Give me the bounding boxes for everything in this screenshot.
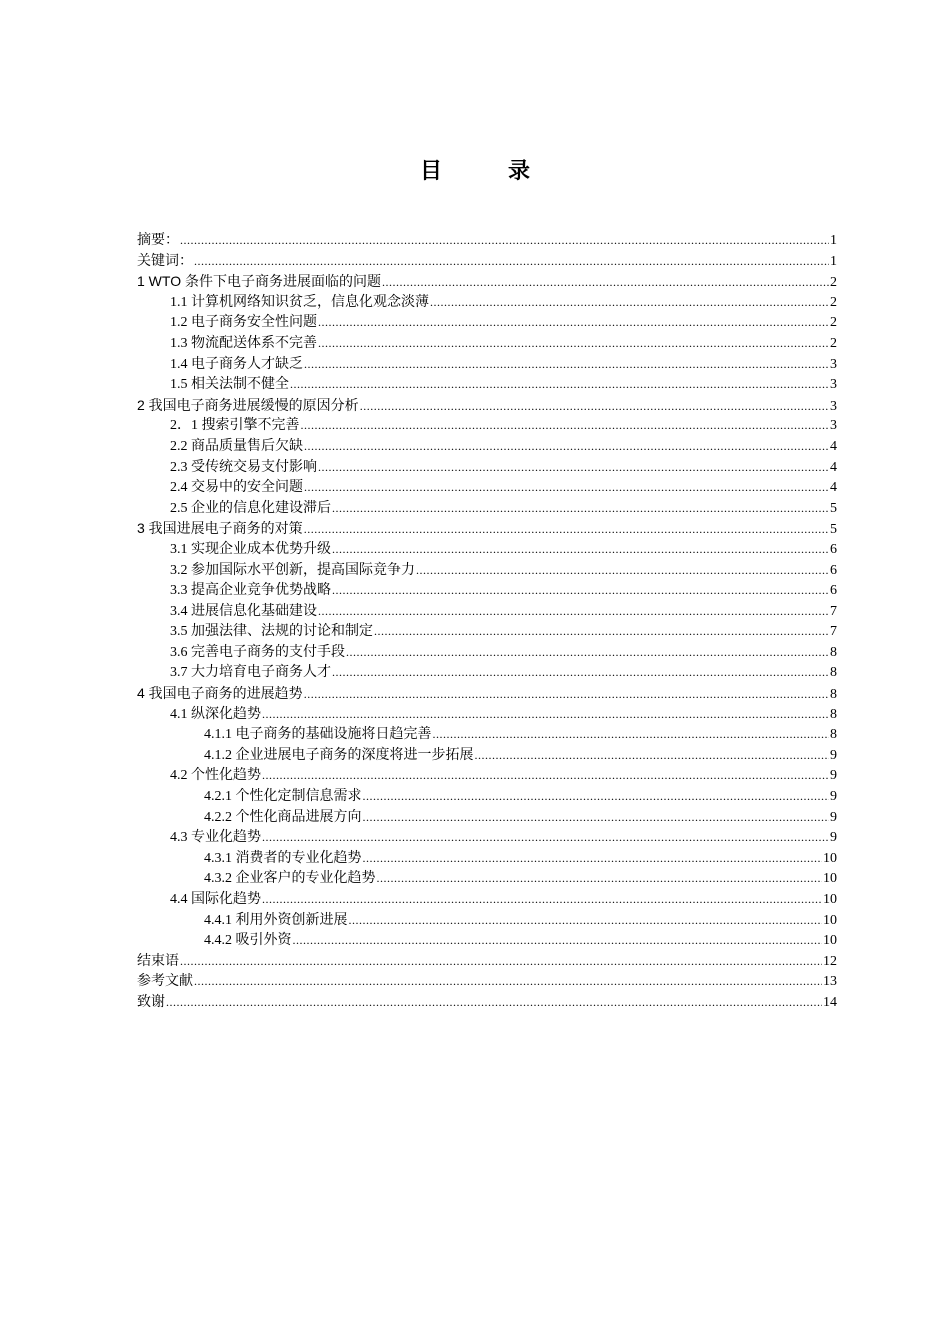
toc-entry-label: 4.1.1 电子商务的基础设施将日趋完善: [204, 727, 432, 743]
toc-entry[interactable]: [137, 436, 837, 457]
toc-entry[interactable]: [137, 230, 837, 251]
toc-entry[interactable]: [137, 683, 837, 704]
toc-dot-leader: [318, 457, 829, 478]
toc-dot-leader: [430, 292, 829, 313]
toc-entry-page-number: 2: [830, 275, 837, 291]
toc-dot-leader: [293, 930, 823, 951]
toc-entry-label: 4.4.1 利用外资创新进展: [204, 912, 348, 928]
toc-entry[interactable]: [137, 498, 837, 519]
toc-entry-page-number: 8: [830, 644, 837, 660]
toc-entry[interactable]: [137, 621, 837, 642]
toc-dot-leader: [433, 724, 830, 745]
toc-entry-label: 2.2 商品质量售后欠缺: [170, 438, 303, 454]
toc-entry[interactable]: [137, 560, 837, 581]
toc-dot-leader: [304, 436, 829, 457]
toc-entry-page-number: 2: [830, 294, 837, 310]
toc-entry-label: 4.2 个性化趋势: [170, 768, 261, 784]
toc-entry[interactable]: [137, 292, 837, 313]
toc-entry-label: 1.2 电子商务安全性问题: [170, 315, 317, 331]
toc-dot-leader: [194, 251, 829, 272]
toc-dot-leader: [332, 580, 829, 601]
toc-dot-leader: [475, 745, 830, 766]
toc-entry-label: 4.3.1 消费者的专业化趋势: [204, 850, 362, 866]
toc-entry[interactable]: [137, 374, 837, 395]
toc-entry[interactable]: [137, 354, 837, 375]
toc-dot-leader: [382, 272, 829, 292]
toc-dot-leader: [301, 415, 830, 436]
toc-entry-label: 3.7 大力培育电子商务人才: [170, 665, 331, 681]
toc-dot-leader: [262, 827, 829, 848]
toc-entry-label: 4.1.2 企业进展电子商务的深度将进一步拓展: [204, 747, 474, 763]
toc-dot-leader: [304, 684, 829, 704]
toc-entry[interactable]: [137, 457, 837, 478]
toc-dot-leader: [318, 333, 829, 354]
toc-entry-label: 4.2.1 个性化定制信息需求: [204, 789, 362, 805]
toc-dot-leader: [318, 312, 829, 333]
toc-entry-label: 致谢: [137, 994, 165, 1010]
toc-entry[interactable]: [137, 518, 837, 539]
toc-entry-page-number: 10: [823, 933, 837, 949]
toc-entry-page-number: 8: [830, 727, 837, 743]
toc-dot-leader: [363, 786, 830, 807]
toc-entry-label: 4.3.2 企业客户的专业化趋势: [204, 871, 376, 887]
toc-entry[interactable]: [137, 601, 837, 622]
toc-dot-leader: [374, 621, 829, 642]
toc-entry-page-number: 9: [830, 789, 837, 805]
toc-entry-label: 1.3 物流配送体系不完善: [170, 335, 317, 351]
toc-dot-leader: [180, 951, 822, 972]
toc-entry-label: 关键词：: [137, 253, 193, 269]
toc-dot-leader: [194, 971, 822, 992]
toc-entry-page-number: 10: [823, 892, 837, 907]
toc-dot-leader: [363, 807, 830, 828]
toc-entry-label: 3 我国进展电子商务的对策: [137, 520, 303, 537]
toc-dot-leader: [304, 354, 829, 375]
toc-entry[interactable]: [137, 765, 837, 786]
toc-entry-page-number: 3: [830, 398, 837, 414]
table-of-contents: [137, 230, 837, 1013]
toc-entry-label: 4 我国电子商务的进展趋势: [137, 685, 303, 702]
toc-entry-page-number: 6: [830, 583, 837, 599]
toc-entry[interactable]: [137, 539, 837, 560]
toc-entry[interactable]: [137, 807, 837, 828]
toc-entry-page-number: 6: [830, 562, 837, 578]
toc-entry-page-number: 4: [830, 438, 837, 454]
toc-entry-page-number: 5: [830, 500, 837, 516]
toc-entry[interactable]: [137, 477, 837, 498]
toc-entry-label: 4.4.2 吸引外资: [204, 933, 292, 949]
toc-entry-page-number: 5: [830, 522, 837, 538]
toc-entry-page-number: 9: [830, 747, 837, 763]
toc-entry-label: 3.5 加强法律、法规的讨论和制定: [170, 624, 373, 640]
toc-entry-page-number: 8: [830, 706, 837, 722]
toc-entry-label: 2.5 企业的信息化建设滞后: [170, 500, 331, 516]
toc-entry[interactable]: [137, 312, 837, 333]
toc-dot-leader: [262, 765, 829, 786]
toc-entry[interactable]: [137, 704, 837, 725]
toc-entry-page-number: 8: [830, 665, 837, 681]
toc-dot-leader: [332, 498, 829, 519]
toc-entry-page-number: 10: [823, 912, 837, 928]
toc-entry-page-number: 12: [823, 953, 837, 969]
toc-dot-leader: [416, 560, 829, 581]
toc-entry-label: 3.1 实现企业成本优势升级: [170, 541, 331, 557]
toc-entry[interactable]: [137, 848, 837, 869]
toc-entry-label: 2.4 交易中的安全问题: [170, 480, 303, 496]
toc-entry-page-number: 9: [830, 809, 837, 825]
toc-dot-leader: [346, 642, 829, 663]
toc-entry-page-number: 2: [830, 315, 837, 331]
toc-dot-leader: [304, 519, 829, 539]
toc-entry-page-number: 8: [830, 687, 837, 703]
toc-entry-page-number: 7: [830, 603, 837, 619]
toc-entry-label: 3.2 参加国际水平创新，提高国际竞争力: [170, 562, 415, 578]
toc-entry-label: 3.6 完善电子商务的支付手段: [170, 644, 345, 660]
toc-dot-leader: [377, 868, 823, 889]
toc-dot-leader: [262, 889, 822, 910]
toc-entry[interactable]: [137, 745, 837, 766]
toc-dot-leader: [304, 477, 829, 498]
toc-entry-label: 1.5 相关法制不健全: [170, 377, 289, 393]
toc-entry-label: 2 我国电子商务进展缓慢的原因分析: [137, 396, 359, 413]
toc-entry[interactable]: [137, 642, 837, 663]
toc-entry-label: 4.4 国际化趋势: [170, 892, 261, 907]
toc-entry-page-number: 4: [830, 480, 837, 496]
toc-entry-page-number: 1: [830, 253, 837, 269]
toc-entry[interactable]: [137, 395, 837, 416]
toc-dot-leader: [360, 396, 829, 416]
toc-entry-label: 4.3 专业化趋势: [170, 830, 261, 846]
toc-entry-label: 参考文献: [137, 974, 193, 990]
toc-entry-label: 4.2.2 个性化商品进展方向: [204, 809, 362, 825]
toc-entry-page-number: 10: [823, 850, 837, 866]
toc-entry-page-number: 3: [830, 356, 837, 372]
toc-entry-label: 3.4 进展信息化基础建设: [170, 603, 317, 619]
toc-entry-label: 摘要：: [137, 233, 179, 248]
toc-entry[interactable]: [137, 662, 837, 683]
toc-entry[interactable]: [137, 889, 837, 910]
toc-entry-page-number: 10: [823, 871, 837, 887]
toc-entry-page-number: 6: [830, 541, 837, 557]
toc-dot-leader: [349, 910, 823, 931]
toc-dot-leader: [262, 704, 829, 725]
toc-entry[interactable]: [137, 415, 837, 436]
toc-entry-label: 3.3 提高企业竞争优势战略: [170, 583, 331, 599]
toc-entry[interactable]: [137, 930, 837, 951]
toc-entry-label: 1 WTO 条件下电子商务进展面临的问题: [137, 273, 381, 290]
toc-entry-label: 2.3 受传统交易支付影响: [170, 459, 317, 475]
toc-entry[interactable]: [137, 333, 837, 354]
toc-entry-page-number: 3: [830, 377, 837, 393]
toc-entry-page-number: 14: [823, 994, 837, 1010]
toc-entry[interactable]: [137, 786, 837, 807]
toc-dot-leader: [290, 374, 829, 395]
toc-dot-leader: [332, 662, 829, 683]
toc-entry[interactable]: [137, 251, 837, 272]
toc-entry-page-number: 7: [830, 624, 837, 640]
page-title: 目 录: [419, 158, 561, 183]
toc-entry-page-number: 2: [830, 335, 837, 351]
toc-dot-leader: [318, 601, 829, 622]
toc-entry-page-number: 4: [830, 459, 837, 475]
toc-entry[interactable]: [137, 827, 837, 848]
toc-dot-leader: [332, 539, 829, 560]
toc-entry-label: 2．1 搜索引擎不完善: [170, 418, 300, 434]
toc-dot-leader: [363, 848, 823, 869]
toc-entry-page-number: 9: [830, 830, 837, 846]
toc-entry-label: 1.4 电子商务人才缺乏: [170, 356, 303, 372]
toc-dot-leader: [166, 992, 822, 1013]
toc-dot-leader: [180, 230, 829, 251]
toc-entry[interactable]: [137, 992, 837, 1013]
toc-entry[interactable]: [137, 910, 837, 931]
toc-entry-label: 1.1 计算机网络知识贫乏，信息化观念淡薄: [170, 294, 429, 310]
toc-entry-page-number: 1: [830, 233, 837, 248]
toc-entry[interactable]: [137, 951, 837, 972]
toc-entry[interactable]: [137, 580, 837, 601]
toc-entry[interactable]: [137, 724, 837, 745]
toc-entry[interactable]: [137, 868, 837, 889]
toc-entry-page-number: 13: [823, 974, 837, 990]
toc-entry-page-number: 9: [830, 768, 837, 784]
toc-entry-page-number: 3: [830, 418, 837, 434]
toc-entry[interactable]: [137, 271, 837, 292]
toc-entry-label: 4.1 纵深化趋势: [170, 706, 261, 722]
toc-entry[interactable]: [137, 971, 837, 992]
toc-entry-label: 结束语: [137, 953, 179, 969]
